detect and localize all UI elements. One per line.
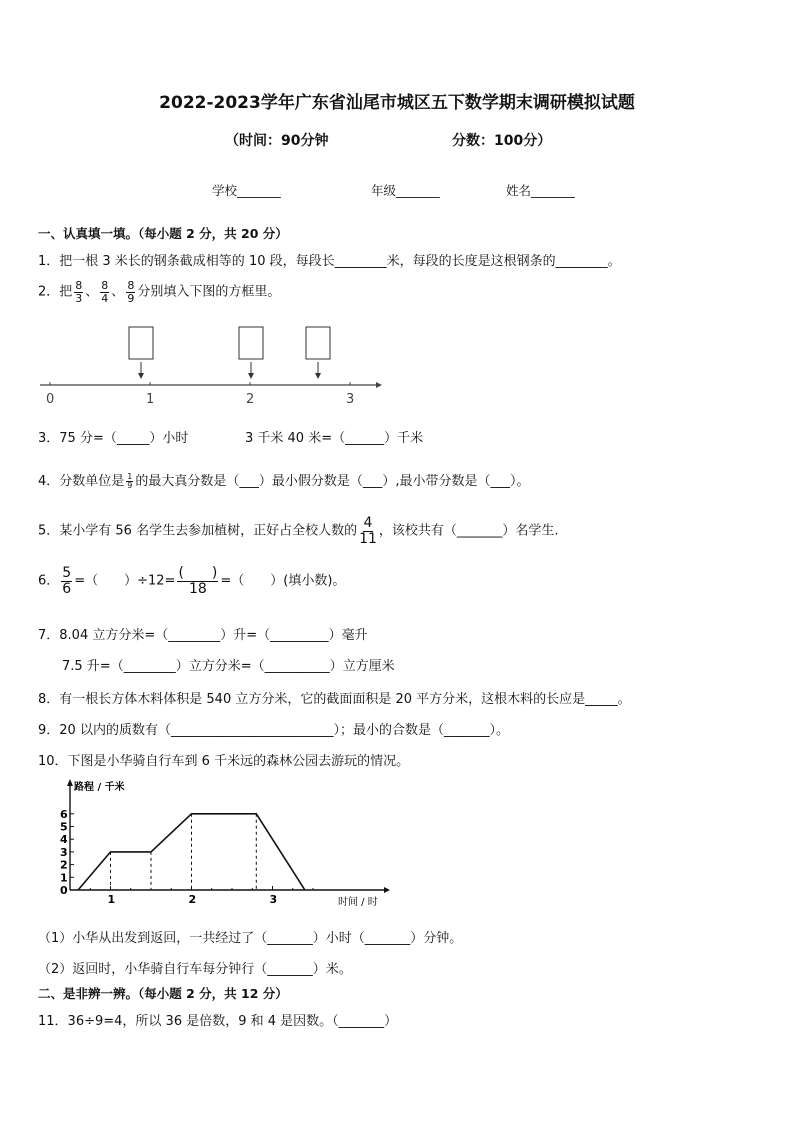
y-tick-label-0: 0 [60,884,68,897]
axis-label-3: 3 [346,392,355,407]
school-field[interactable]: 学校_______ [212,183,281,198]
y-tick-label-2: 2 [60,858,68,872]
axis-label-1: 1 [146,392,155,407]
answer-box-3[interactable] [306,327,330,359]
question-8: 8．有一根长方体木料体积是 540 立方分米，它的截面面积是 20 平方分米，这根木料的长应是_____。 [38,692,631,707]
distance-time-chart [36,776,406,912]
y-tick-label-6: 6 [60,807,68,821]
y-axis-label: 路程 / 千米 [74,782,125,793]
grade-field[interactable]: 年级_______ [371,183,440,198]
question-6: 6． $\frac{5}{6}$ =（ ）÷12= $\frac{( )}{18}$ =（ ）(填小数)。 [38,565,346,597]
question-5: 5．某小学有 56 名学生去参加植树，正好占全校人数的 $\frac{4}{11}$ ，该校共有（_______）名学生. [38,515,559,547]
y-axis-arrow [67,779,73,786]
exam-time: （时间：90分钟 [225,133,329,149]
x-axis-label: 时间 / 时 [338,897,378,908]
x-tick-label-3: 3 [269,893,278,906]
question-10: 10．下图是小华骑自行车到 6 千米远的森林公园去游玩的情况。 [38,754,410,769]
question-9: 9．20 以内的质数有（_________________________）；最小的合数是（_______）。 [38,723,509,738]
question-3b: 3 千米 40 米=（______）千米 [245,431,424,446]
x-axis-arrow [384,887,390,893]
exam-score: 分数：100分） [452,133,552,149]
axis-label-0: 0 [46,392,55,407]
y-tick-label-3: 3 [60,845,68,859]
answer-box-2[interactable] [239,327,263,359]
page-title: 2022-2023学年广东省汕尾市城区五下数学期末调研模拟试题 [159,93,635,113]
y-tick-label-5: 5 [60,820,68,834]
question-10-1: （1）小华从出发到返回，一共经过了（_______）小时（_______）分钟。 [38,931,463,946]
section-2-heading: 二、是非辨一辨。（每小题 2 分，共 12 分） [38,986,288,1001]
y-tick-label-1: 1 [60,871,68,885]
question-3a: 3．75 分=（_____）小时 [38,431,189,446]
x-tick-label-1: 1 [107,893,116,906]
axis-label-2: 2 [246,392,255,407]
answer-box-1[interactable] [129,327,153,359]
number-line-figure [36,322,386,410]
section-1-heading: 一、认真填一填。（每小题 2 分，共 20 分） [38,226,288,241]
question-4: 4．分数单位是 $\frac{1}{9}$ 的最大真分数是（___）最小假分数是（___）,最小带分数是（___）。 [38,471,530,490]
question-7a: 7．8.04 立方分米=（________）升=（_________）毫升 [38,628,368,643]
question-7b: 7.5 升=（________）立方分米=（__________）立方厘米 [62,659,395,674]
x-tick-label-2: 2 [188,893,197,906]
y-tick-label-4: 4 [60,833,68,847]
name-field[interactable]: 姓名_______ [506,183,575,198]
question-1: 1．把一根 3 米长的钢条截成相等的 10 段，每段长________米，每段的长度是这根钢条的________。 [38,254,621,269]
question-2: 2．把 $\frac{8}{3}$ 、 $\frac{8}{4}$ 、 $\frac{8}{9}$ 分别填入下图的方框里。 [38,279,281,305]
question-11: 11．36÷9=4，所以 36 是倍数，9 和 4 是因数。（_______） [38,1014,398,1029]
question-10-2: （2）返回时，小华骑自行车每分钟行（_______）米。 [38,962,352,977]
